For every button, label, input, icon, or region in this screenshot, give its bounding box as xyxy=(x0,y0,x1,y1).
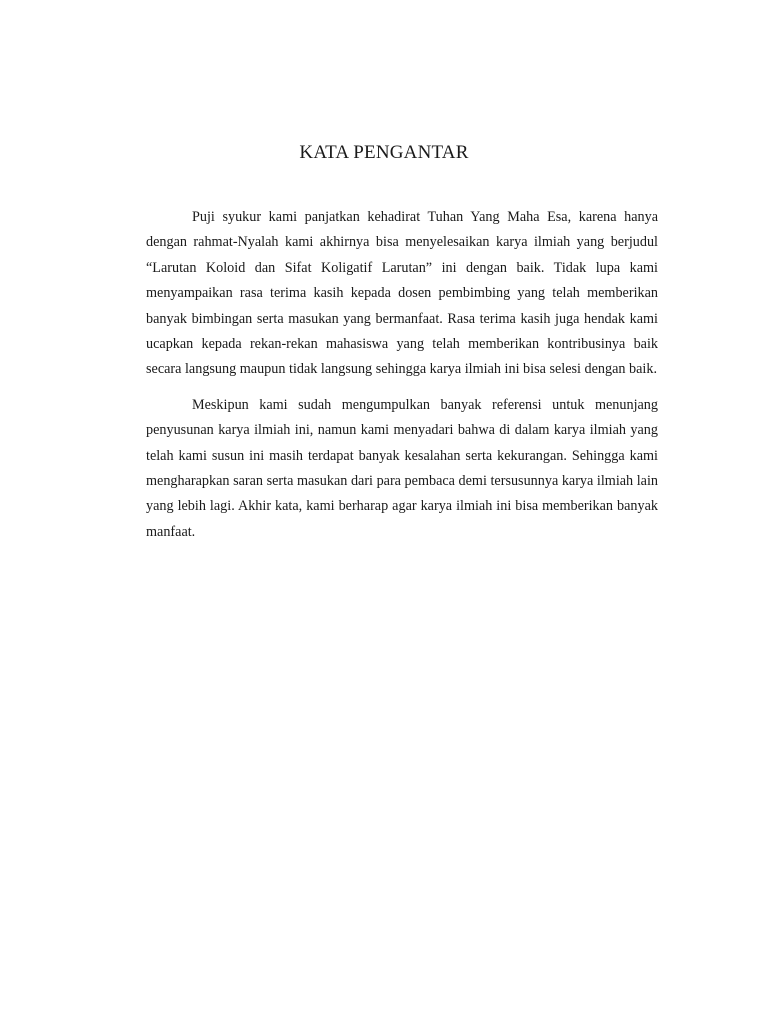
paragraph-2: Meskipun kami sudah mengumpulkan banyak referensi untuk menunjang penyusunan karya ilmiah ini, namun kami menyadari bahwa di dalam karya ilmiah yang telah kami susun ini masih terdapat banyak kesalahan serta kekurangan. Sehingga kami mengharapkan saran serta masukan dari para pembaca demi tersusunnya karya ilmiah lain yang lebih lagi. Akhir kata, kami berharap agar karya ilmiah ini bisa memberikan banyak manfaat. xyxy=(146,396,658,540)
document-body xyxy=(146,205,658,555)
paragraph-1: Puji syukur kami panjatkan kehadirat Tuhan Yang Maha Esa, karena hanya dengan rahmat-Nyalah kami akhirnya bisa menyelesaikan karya ilmiah yang berjudul “Larutan Koloid dan Sifat Koligatif Larutan” ini dengan baik. Tidak lupa kami menyampaikan rasa terima kasih kepada dosen pembimbing yang telah memberikan banyak bimbingan serta masukan yang bermanfaat. Rasa terima kasih juga hendak kami ucapkan kepada rekan-rekan mahasiswa yang telah memberikan kontribusinya baik secara langsung maupun tidak langsung sehingga karya ilmiah ini bisa selesi dengan baik. xyxy=(146,209,658,378)
page-title: KATA PENGANTAR xyxy=(299,142,469,163)
